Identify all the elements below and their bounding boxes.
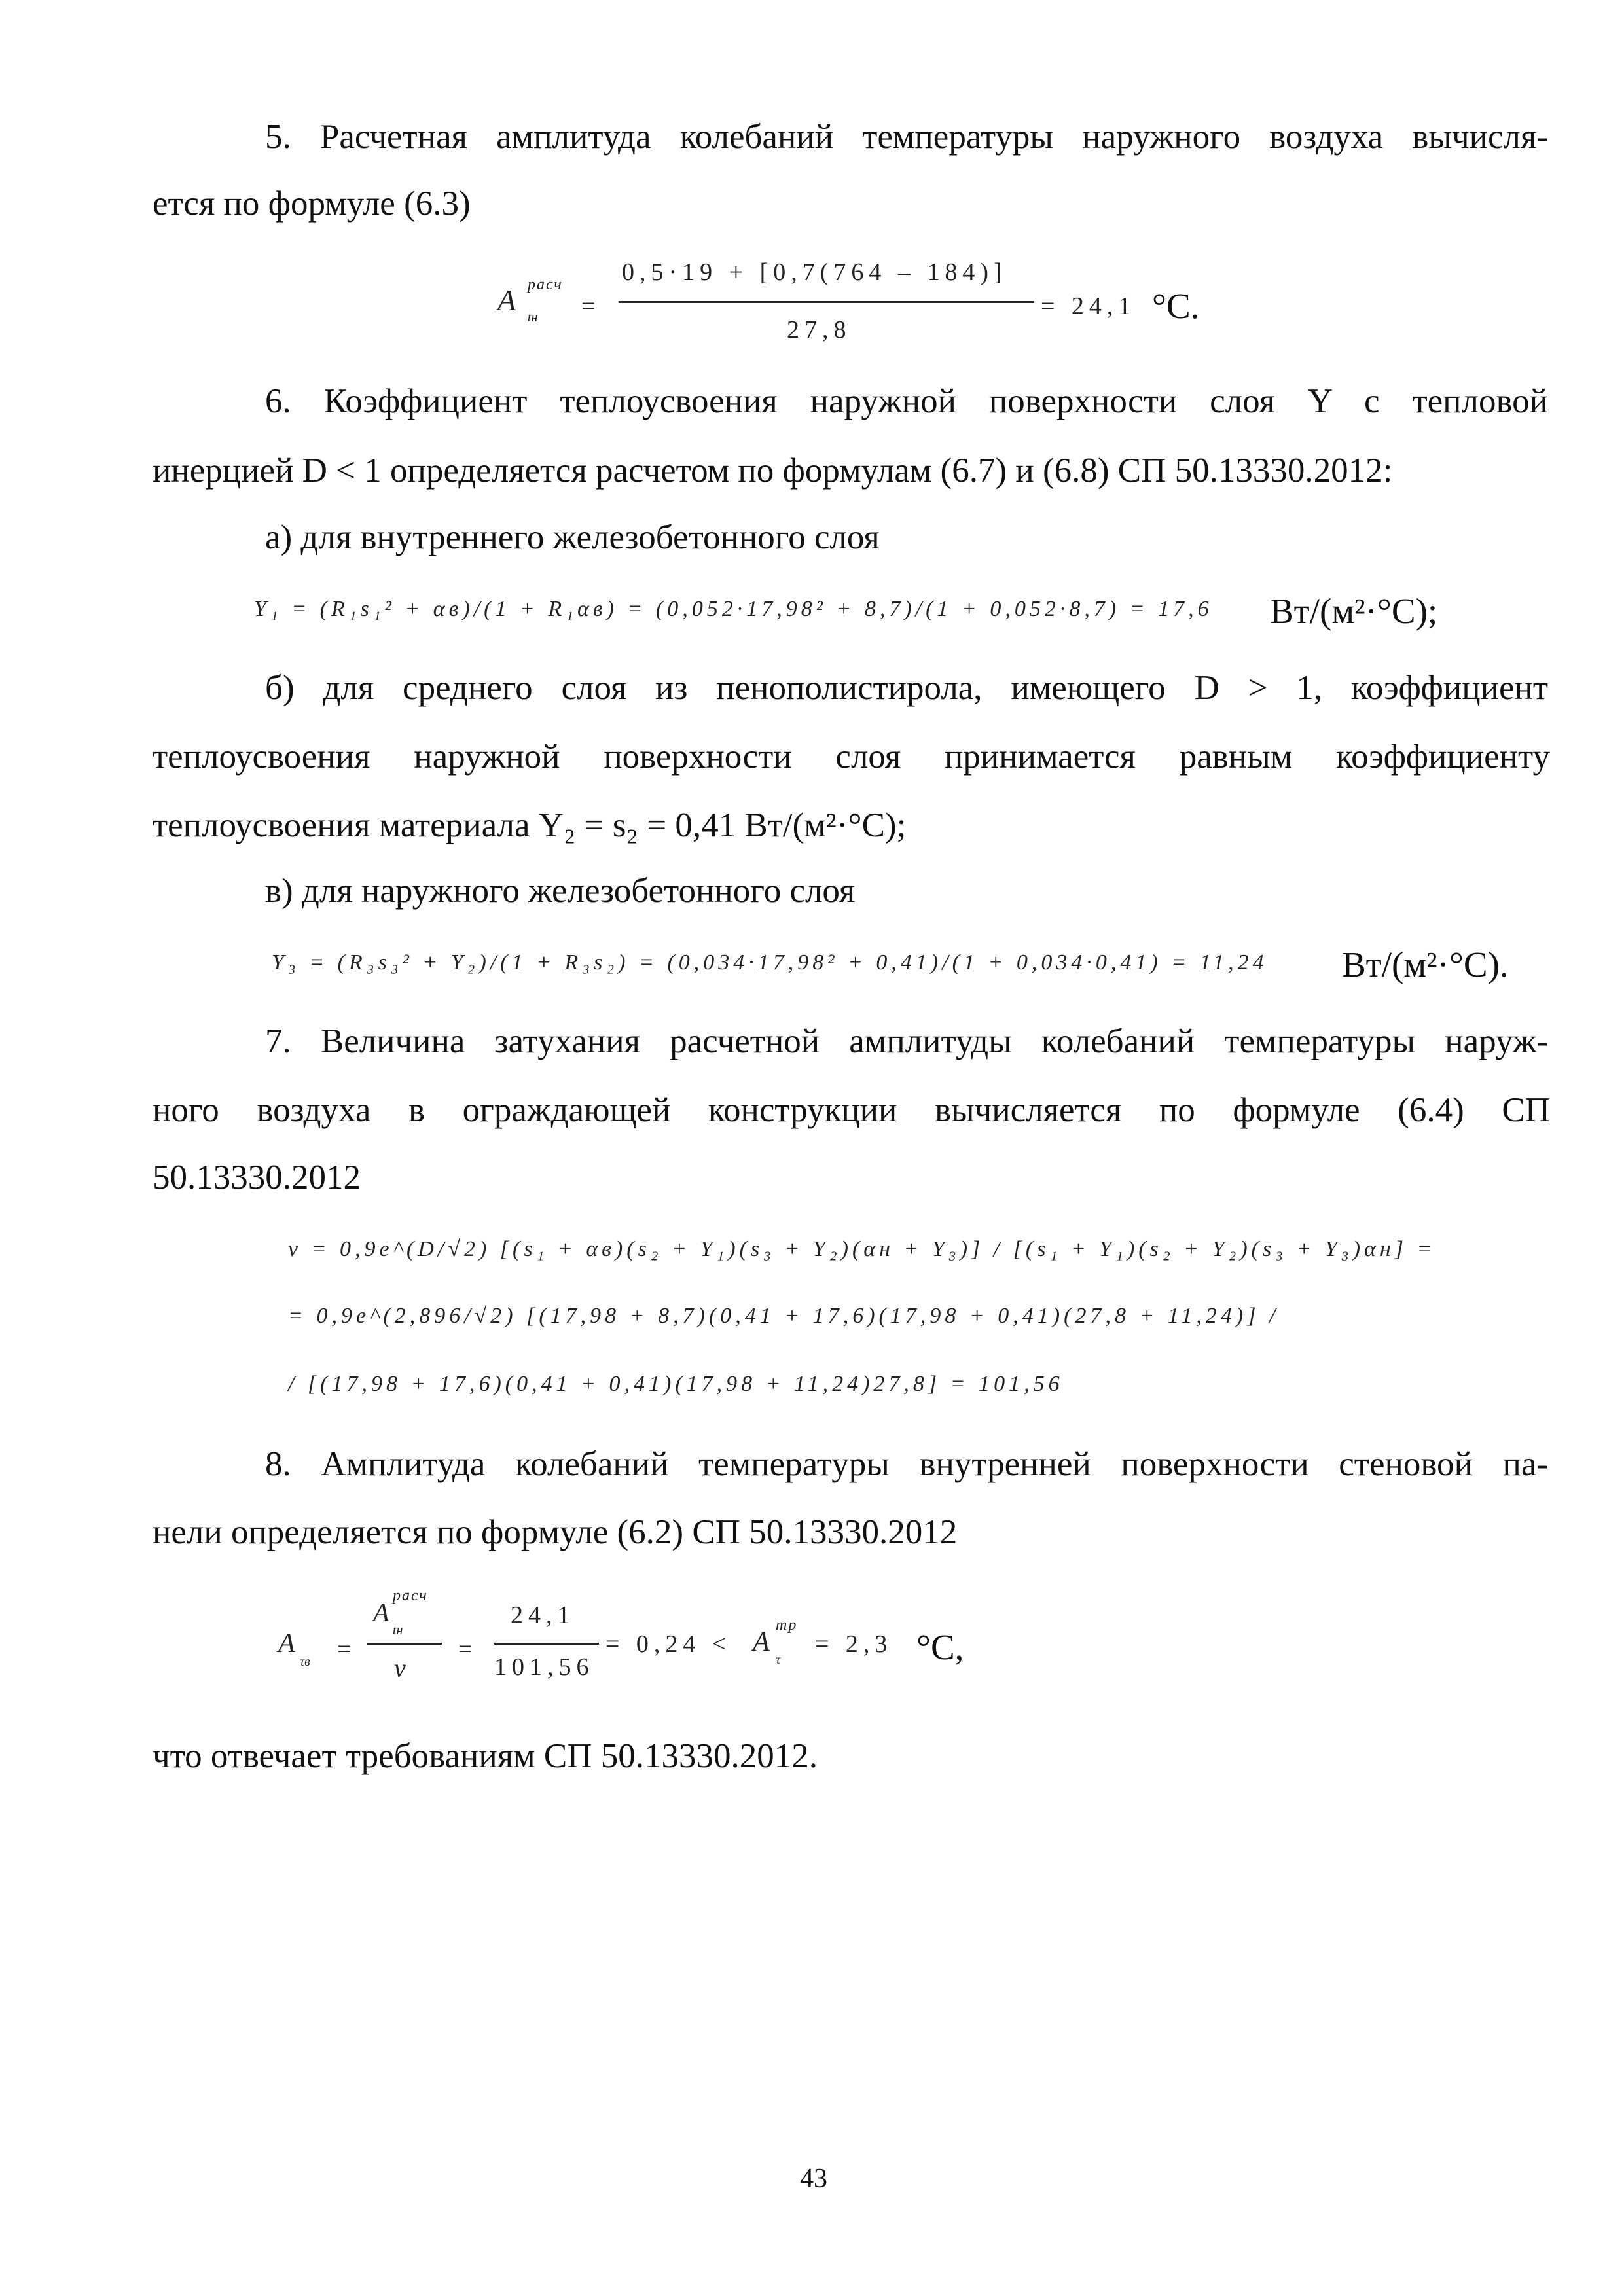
eq5-result: = 2,3 — [815, 1630, 893, 1658]
eq2-unit: Вт/(м²·°C); — [1270, 591, 1438, 631]
eq5-f1-num: A — [373, 1598, 389, 1627]
eq1-numerator: 0,5·19 + [0,7(764 – 184)] — [622, 259, 1007, 286]
eq1-denominator: 27,8 — [787, 316, 852, 344]
eq3-formula: Y₃ = (R₃s₃² + Y₂)/(1 + R₃s₂) = (0,034·17,98² + 0,41)/(1 + 0,034·0,41) = 11,24 — [272, 950, 1268, 975]
eq1-lhs: A — [497, 283, 516, 317]
eq1-result: = 24,1 — [1041, 293, 1136, 320]
eq5-equals-2: = — [458, 1636, 478, 1663]
eq5-lhs-sub: τв — [300, 1655, 310, 1669]
eq5-rhs-sup: тр — [776, 1617, 798, 1634]
eq5-f1-den: ν — [394, 1653, 406, 1683]
eq3-unit: Вт/(м²·°C). — [1342, 944, 1509, 984]
eq5-rhs-sub: τ — [776, 1653, 781, 1667]
para7-line3: 50.13330.2012 — [153, 1158, 361, 1196]
eq4-line3: / [(17,98 + 17,6)(0,41 + 0,41)(17,98 + 11,24)27,8] = 101,56 — [288, 1372, 1064, 1396]
eq4-line2: = 0,9e^(2,896/√2) [(17,98 + 8,7)(0,41 + 17,6)(17,98 + 0,41)(27,8 + 11,24)] / — [288, 1304, 1280, 1328]
para6b-line2: теплоусвоения наружной поверхности слоя принимается равным коэффициенту — [153, 738, 1550, 776]
eq5-f1-num-sup: расч — [393, 1587, 428, 1604]
para6-item-a: а) для внутреннего железобетонного слоя — [265, 518, 880, 556]
eq5-rhs: A — [753, 1627, 770, 1657]
eq1-equals: = — [581, 293, 601, 320]
para7-line2: ного воздуха в ограждающей конструкции вычисляется по формуле (6.4) СП — [153, 1091, 1550, 1129]
para8-line1: 8. Амплитуда колебаний температуры внутренней поверхности стеновой па- — [265, 1445, 1548, 1483]
eq5-f2-num: 24,1 — [511, 1602, 575, 1629]
conclusion-text: что отвечает требованиям СП 50.13330.2012. — [153, 1737, 818, 1775]
eq5-unit: °C, — [916, 1627, 964, 1667]
eq1-sup: расч — [528, 276, 563, 293]
para6-line2: инерцией D < 1 определяется расчетом по формулам (6.7) и (6.8) СП 50.13330.2012: — [153, 452, 1393, 490]
eq2-formula: Y₁ = (R₁s₁² + αв)/(1 + R₁αв) = (0,052·17,98² + 8,7)/(1 + 0,052·8,7) = 17,6 — [254, 597, 1213, 621]
para5-line1: 5. Расчетная амплитуда колебаний температуры наружного воздуха вычисля- — [265, 118, 1548, 156]
eq4-line1: ν = 0,9e^(D/√2) [(s₁ + αв)(s₂ + Y₁)(s₃ + Y₂)(αн + Y₃)] / [(s₁ + Y₁)(s₂ + Y₂)(s₃ + Y₃)αн] = — [288, 1237, 1436, 1261]
eq5-f1-num-sub: tн — [393, 1623, 403, 1638]
eq1-sub: tн — [528, 310, 538, 325]
para6b-line1: б) для среднего слоя из пенополистирола, имеющего D > 1, коэффициент — [265, 669, 1548, 707]
para7-line1: 7. Величина затухания расчетной амплитуды колебаний температуры наруж- — [265, 1022, 1548, 1060]
eq5-f1-bar — [367, 1643, 442, 1645]
para6b-item-c: в) для наружного железобетонного слоя — [265, 872, 856, 910]
eq5-mid: = 0,24 < — [605, 1630, 732, 1658]
para6-line1: 6. Коэффициент теплоусвоения наружной поверхности слоя Y с тепловой — [265, 382, 1548, 420]
para8-line2: нели определяется по формуле (6.2) СП 50.13330.2012 — [153, 1513, 958, 1551]
eq5-f2-bar — [494, 1643, 599, 1645]
eq5-f2-den: 101,56 — [494, 1653, 594, 1681]
eq1-fraction-bar — [619, 301, 1034, 303]
eq5-equals-1: = — [337, 1636, 357, 1663]
eq1-unit: °C. — [1152, 286, 1200, 326]
eq5-lhs: A — [278, 1628, 295, 1659]
page-number: 43 — [800, 2164, 827, 2194]
para5-line2: ется по формуле (6.3) — [153, 185, 471, 223]
para6b-line3: теплоусвоения материала Y₂ = s₂ = 0,41 Вт/(м²·°C); — [153, 806, 907, 844]
